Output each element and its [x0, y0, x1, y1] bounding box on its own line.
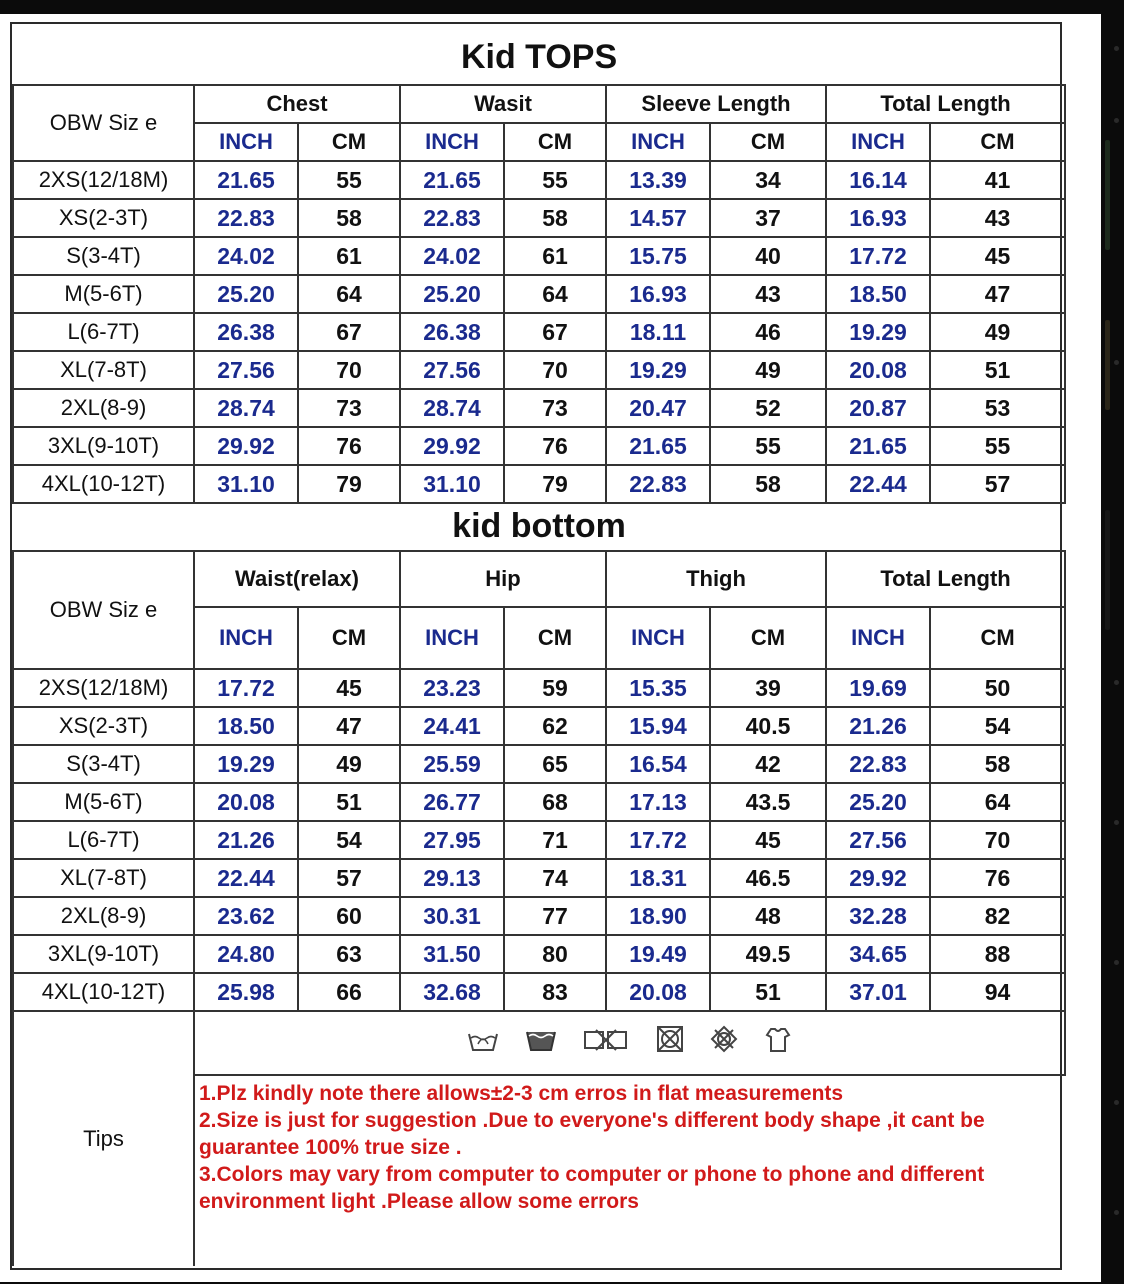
cm-value: 61 — [504, 237, 606, 275]
tops-title: Kid TOPS — [13, 24, 1065, 85]
cm-value: 40.5 — [710, 707, 826, 745]
inch-value: 29.92 — [400, 427, 504, 465]
unit-cm-header: CM — [504, 607, 606, 669]
inch-value: 20.87 — [826, 389, 930, 427]
inch-value: 24.80 — [194, 935, 298, 973]
inch-value: 25.59 — [400, 745, 504, 783]
inch-value: 16.93 — [826, 199, 930, 237]
unit-inch-header: INCH — [826, 123, 930, 161]
size-label: 2XS(12/18M) — [13, 669, 194, 707]
inch-value: 31.10 — [194, 465, 298, 503]
unit-inch-header: INCH — [826, 607, 930, 669]
cm-value: 76 — [930, 859, 1065, 897]
inch-value: 21.65 — [400, 161, 504, 199]
inch-value: 19.69 — [826, 669, 930, 707]
table-row — [13, 351, 1065, 389]
cm-value: 43 — [930, 199, 1065, 237]
cm-value: 73 — [504, 389, 606, 427]
size-label: L(6-7T) — [13, 821, 194, 859]
size-label: L(6-7T) — [13, 313, 194, 351]
table-row — [13, 313, 1065, 351]
table-row — [13, 237, 1065, 275]
cm-value: 62 — [504, 707, 606, 745]
inch-value: 23.62 — [194, 897, 298, 935]
inch-value: 20.47 — [606, 389, 710, 427]
unit-cm-header: CM — [930, 607, 1065, 669]
wash-tub-icon — [524, 1026, 558, 1062]
inch-value: 19.29 — [194, 745, 298, 783]
tip-line: 3.Colors may vary from computer to computer or phone to phone and different environment light .Please allow some errors — [199, 1163, 985, 1213]
size-chart-frame — [10, 22, 1062, 1270]
size-label: M(5-6T) — [13, 275, 194, 313]
table-row — [13, 427, 1065, 465]
cm-value: 55 — [504, 161, 606, 199]
inch-value: 16.93 — [606, 275, 710, 313]
unit-inch-header: INCH — [400, 607, 504, 669]
cm-value: 66 — [298, 973, 400, 1011]
cm-value: 34 — [710, 161, 826, 199]
cm-value: 40 — [710, 237, 826, 275]
table-row — [13, 161, 1065, 199]
cm-value: 80 — [504, 935, 606, 973]
inch-value: 21.26 — [194, 821, 298, 859]
table-row — [13, 859, 1065, 897]
table-row — [13, 275, 1065, 313]
inch-value: 31.50 — [400, 935, 504, 973]
inch-value: 23.23 — [400, 669, 504, 707]
table-row — [13, 745, 1065, 783]
cm-value: 68 — [504, 783, 606, 821]
cm-value: 70 — [930, 821, 1065, 859]
group-header: Hip — [400, 551, 606, 607]
cm-value: 49 — [930, 313, 1065, 351]
table-row — [13, 821, 1065, 859]
care-icons-row — [194, 1011, 1065, 1075]
cm-value: 65 — [504, 745, 606, 783]
cm-value: 82 — [930, 897, 1065, 935]
inch-value: 18.31 — [606, 859, 710, 897]
inch-value: 27.56 — [400, 351, 504, 389]
inch-value: 29.13 — [400, 859, 504, 897]
cm-value: 45 — [298, 669, 400, 707]
group-header: Thigh — [606, 551, 826, 607]
inch-value: 24.02 — [194, 237, 298, 275]
cm-value: 42 — [710, 745, 826, 783]
inch-value: 21.26 — [826, 707, 930, 745]
cm-value: 71 — [504, 821, 606, 859]
unit-inch-header: INCH — [606, 123, 710, 161]
inch-value: 29.92 — [194, 427, 298, 465]
cm-value: 70 — [504, 351, 606, 389]
cm-value: 64 — [298, 275, 400, 313]
cm-value: 57 — [930, 465, 1065, 503]
unit-inch-header: INCH — [400, 123, 504, 161]
unit-cm-header: CM — [930, 123, 1065, 161]
cm-value: 70 — [298, 351, 400, 389]
unit-cm-header: CM — [710, 123, 826, 161]
size-label: S(3-4T) — [13, 745, 194, 783]
cm-value: 55 — [710, 427, 826, 465]
group-header: Sleeve Length — [606, 85, 826, 123]
inch-value: 20.08 — [826, 351, 930, 389]
cm-value: 76 — [298, 427, 400, 465]
cm-value: 77 — [504, 897, 606, 935]
inch-value: 19.49 — [606, 935, 710, 973]
size-label: 3XL(9-10T) — [13, 935, 194, 973]
inch-value: 25.98 — [194, 973, 298, 1011]
size-label: 4XL(10-12T) — [13, 465, 194, 503]
cm-value: 58 — [710, 465, 826, 503]
inch-value: 22.44 — [826, 465, 930, 503]
inch-value: 18.11 — [606, 313, 710, 351]
inch-value: 24.02 — [400, 237, 504, 275]
cm-value: 63 — [298, 935, 400, 973]
size-label: M(5-6T) — [13, 783, 194, 821]
bottom-title: kid bottom — [13, 502, 1065, 551]
cm-value: 50 — [930, 669, 1065, 707]
cm-value: 60 — [298, 897, 400, 935]
inch-value: 17.72 — [606, 821, 710, 859]
inch-value: 25.20 — [826, 783, 930, 821]
cm-value: 76 — [504, 427, 606, 465]
cm-value: 49.5 — [710, 935, 826, 973]
cm-value: 57 — [298, 859, 400, 897]
cm-value: 47 — [298, 707, 400, 745]
size-label: 2XL(8-9) — [13, 897, 194, 935]
inch-value: 26.38 — [400, 313, 504, 351]
inch-value: 17.72 — [194, 669, 298, 707]
inch-value: 21.65 — [606, 427, 710, 465]
table-row — [13, 465, 1065, 503]
inch-value: 16.14 — [826, 161, 930, 199]
size-column-header: OBW Siz e — [13, 85, 194, 161]
cm-value: 54 — [930, 707, 1065, 745]
cm-value: 49 — [710, 351, 826, 389]
inch-value: 22.83 — [194, 199, 298, 237]
group-header: Wasit — [400, 85, 606, 123]
size-column-header: OBW Siz e — [13, 551, 194, 669]
cm-value: 73 — [298, 389, 400, 427]
size-label: XL(7-8T) — [13, 351, 194, 389]
inch-value: 27.56 — [194, 351, 298, 389]
cm-value: 51 — [298, 783, 400, 821]
cm-value: 37 — [710, 199, 826, 237]
inch-value: 19.29 — [606, 351, 710, 389]
unit-cm-header: CM — [504, 123, 606, 161]
group-header: Chest — [194, 85, 400, 123]
cm-value: 59 — [504, 669, 606, 707]
size-label: 2XS(12/18M) — [13, 161, 194, 199]
cm-value: 54 — [298, 821, 400, 859]
table-row — [13, 897, 1065, 935]
tip-line: 2.Size is just for suggestion .Due to everyone's different body shape ,it cant be guarantee 100% true size . — [199, 1109, 985, 1159]
table-row — [13, 389, 1065, 427]
inch-value: 25.20 — [194, 275, 298, 313]
inch-value: 22.44 — [194, 859, 298, 897]
cm-value: 45 — [930, 237, 1065, 275]
size-label: 2XL(8-9) — [13, 389, 194, 427]
inch-value: 15.35 — [606, 669, 710, 707]
inch-value: 18.50 — [194, 707, 298, 745]
cm-value: 39 — [710, 669, 826, 707]
inch-value: 37.01 — [826, 973, 930, 1011]
inch-value: 28.74 — [194, 389, 298, 427]
cm-value: 43.5 — [710, 783, 826, 821]
hand-wash-icon — [466, 1026, 500, 1062]
inch-value: 30.31 — [400, 897, 504, 935]
cm-value: 83 — [504, 973, 606, 1011]
inch-value: 21.65 — [194, 161, 298, 199]
group-header: Total Length — [826, 551, 1065, 607]
inch-value: 21.65 — [826, 427, 930, 465]
tops-table — [12, 24, 1066, 504]
cm-value: 88 — [930, 935, 1065, 973]
size-label: XL(7-8T) — [13, 859, 194, 897]
cm-value: 51 — [930, 351, 1065, 389]
hang-dry-icon — [763, 1024, 793, 1062]
cm-value: 94 — [930, 973, 1065, 1011]
inch-value: 28.74 — [400, 389, 504, 427]
size-label: S(3-4T) — [13, 237, 194, 275]
inch-value: 27.95 — [400, 821, 504, 859]
inch-value: 32.68 — [400, 973, 504, 1011]
cm-value: 45 — [710, 821, 826, 859]
inch-value: 19.29 — [826, 313, 930, 351]
inch-value: 32.28 — [826, 897, 930, 935]
table-row — [13, 935, 1065, 973]
inch-value: 15.94 — [606, 707, 710, 745]
inch-value: 34.65 — [826, 935, 930, 973]
inch-value: 17.13 — [606, 783, 710, 821]
tip-line: 1.Plz kindly note there allows±2-3 cm erros in flat measurements — [199, 1082, 844, 1105]
inch-value: 22.83 — [400, 199, 504, 237]
cm-value: 53 — [930, 389, 1065, 427]
table-row — [13, 669, 1065, 707]
cm-value: 52 — [710, 389, 826, 427]
cm-value: 55 — [298, 161, 400, 199]
inch-value: 17.72 — [826, 237, 930, 275]
no-tumble-dry-icon — [582, 1026, 630, 1062]
size-label: 4XL(10-12T) — [13, 973, 194, 1011]
unit-cm-header: CM — [298, 607, 400, 669]
table-row — [13, 973, 1065, 1011]
cm-value: 79 — [298, 465, 400, 503]
inch-value: 20.08 — [194, 783, 298, 821]
cm-value: 79 — [504, 465, 606, 503]
table-row — [13, 783, 1065, 821]
unit-cm-header: CM — [298, 123, 400, 161]
inch-value: 24.41 — [400, 707, 504, 745]
cm-value: 47 — [930, 275, 1065, 313]
cm-value: 58 — [504, 199, 606, 237]
unit-cm-header: CM — [710, 607, 826, 669]
inch-value: 14.57 — [606, 199, 710, 237]
inch-value: 20.08 — [606, 973, 710, 1011]
cm-value: 64 — [930, 783, 1065, 821]
inch-value: 22.83 — [826, 745, 930, 783]
inch-value: 29.92 — [826, 859, 930, 897]
cm-value: 43 — [710, 275, 826, 313]
cm-value: 61 — [298, 237, 400, 275]
unit-inch-header: INCH — [606, 607, 710, 669]
inch-value: 16.54 — [606, 745, 710, 783]
inch-value: 15.75 — [606, 237, 710, 275]
cm-value: 48 — [710, 897, 826, 935]
bottom-table — [12, 502, 1066, 1266]
no-bleach-icon — [709, 1024, 739, 1062]
inch-value: 25.20 — [400, 275, 504, 313]
size-label: 3XL(9-10T) — [13, 427, 194, 465]
inch-value: 22.83 — [606, 465, 710, 503]
inch-value: 13.39 — [606, 161, 710, 199]
table-row — [13, 199, 1065, 237]
no-dry-clean-icon — [655, 1024, 685, 1062]
cm-value: 49 — [298, 745, 400, 783]
unit-inch-header: INCH — [194, 123, 298, 161]
cm-value: 67 — [504, 313, 606, 351]
cm-value: 74 — [504, 859, 606, 897]
background-strip — [1101, 0, 1124, 1284]
cm-value: 51 — [710, 973, 826, 1011]
group-header: Total Length — [826, 85, 1065, 123]
size-chart-sheet — [0, 14, 1101, 1282]
cm-value: 58 — [930, 745, 1065, 783]
inch-value: 18.90 — [606, 897, 710, 935]
inch-value: 31.10 — [400, 465, 504, 503]
cm-value: 46 — [710, 313, 826, 351]
inch-value: 26.38 — [194, 313, 298, 351]
size-label: XS(2-3T) — [13, 199, 194, 237]
inch-value: 27.56 — [826, 821, 930, 859]
cm-value: 67 — [298, 313, 400, 351]
table-row — [13, 707, 1065, 745]
inch-value: 18.50 — [826, 275, 930, 313]
cm-value: 46.5 — [710, 859, 826, 897]
inch-value: 26.77 — [400, 783, 504, 821]
group-header: Waist(relax) — [194, 551, 400, 607]
cm-value: 41 — [930, 161, 1065, 199]
cm-value: 64 — [504, 275, 606, 313]
unit-inch-header: INCH — [194, 607, 298, 669]
tips-notes — [194, 1075, 1065, 1266]
cm-value: 55 — [930, 427, 1065, 465]
size-label: XS(2-3T) — [13, 707, 194, 745]
cm-value: 58 — [298, 199, 400, 237]
tips-label: Tips — [13, 1011, 194, 1266]
